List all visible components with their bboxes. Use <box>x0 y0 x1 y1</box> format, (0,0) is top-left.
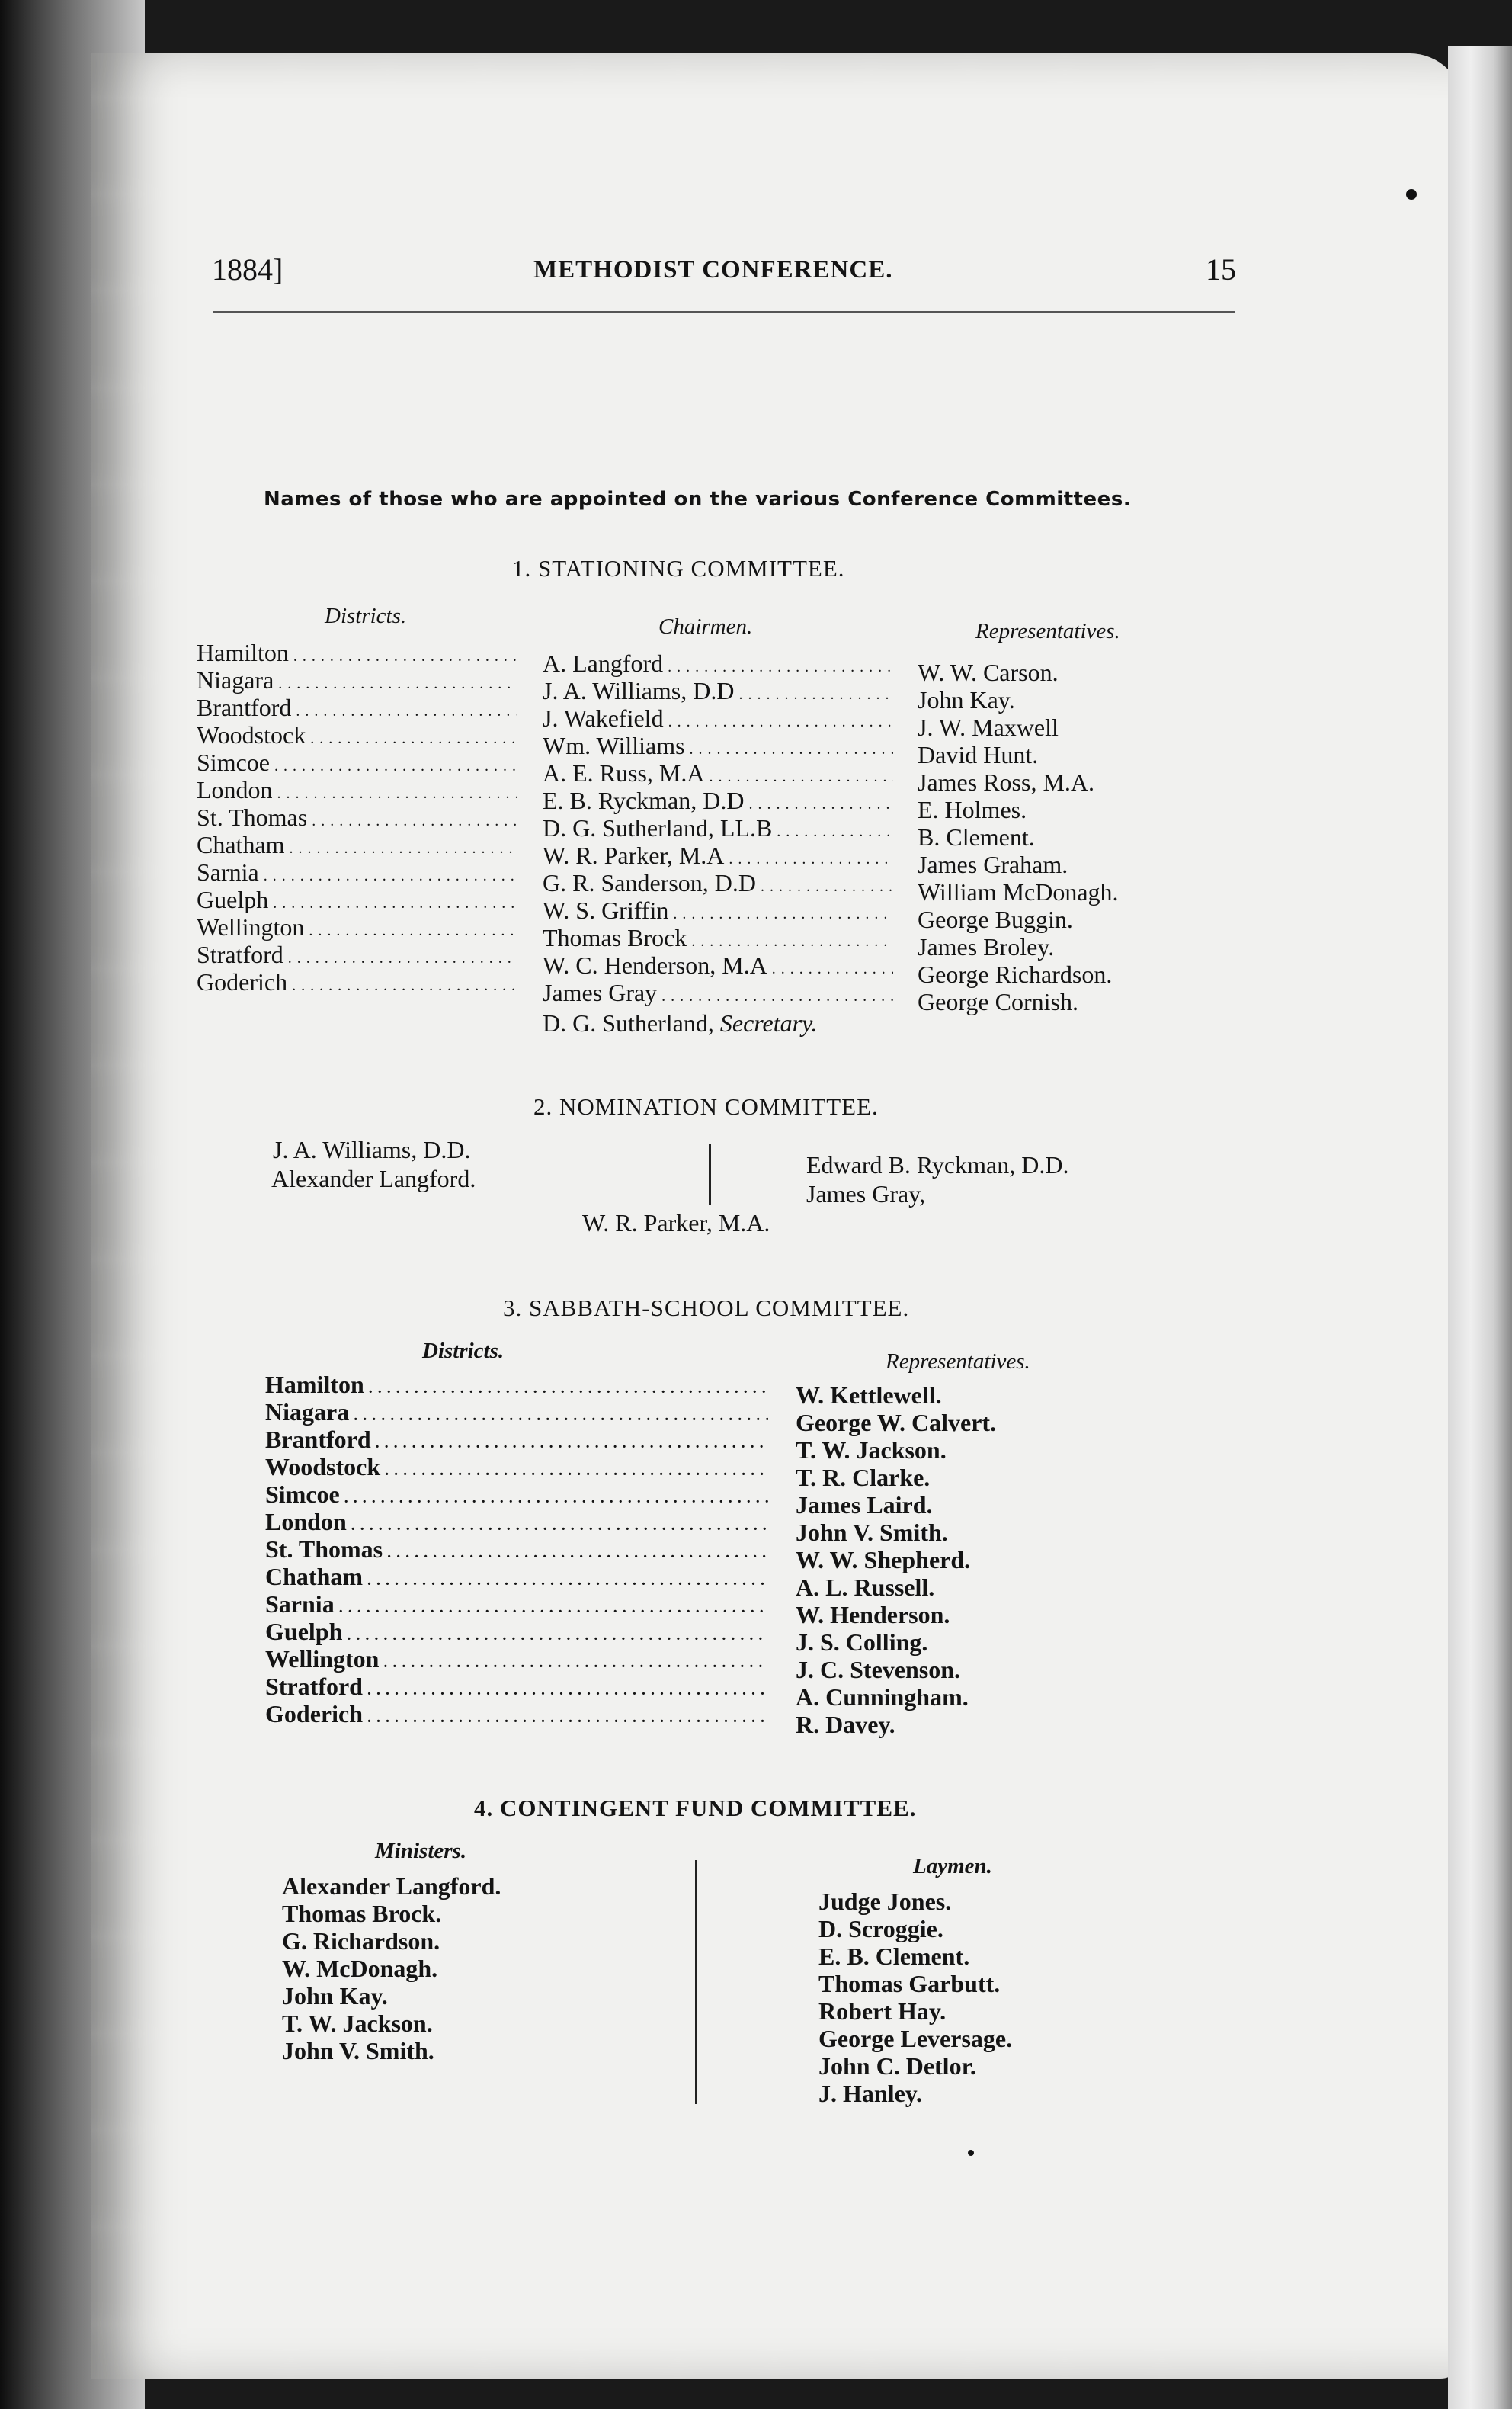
district-item: Goderich . . . <box>197 968 517 996</box>
header-title: METHODIST CONFERENCE. <box>533 256 893 284</box>
column-divider <box>695 1860 697 2104</box>
running-head <box>0 252 1512 297</box>
representative-item: E. Holmes. <box>918 796 1027 823</box>
district-item: St. Thomas . . . <box>265 1535 768 1563</box>
chairman-item: James Gray . . . <box>543 979 893 1006</box>
contingent-title <box>474 1795 916 1822</box>
contingent-title-text: CONTINGENT FUND COMMITTEE. <box>500 1795 917 1821</box>
laymen-heading: Laymen. <box>913 1854 992 1878</box>
district-item: Niagara . . . <box>197 666 517 694</box>
representative-item: J. C. Stevenson. <box>796 1656 961 1683</box>
representative-item: R. Davey. <box>796 1711 895 1738</box>
minister-item: John Kay. <box>282 1982 388 2010</box>
district-item: Hamilton . . . <box>197 639 517 666</box>
district-item: Guelph . . . <box>265 1618 768 1645</box>
district-item: Brantford . . . <box>265 1426 768 1453</box>
stationing-chairmen <box>543 650 893 1006</box>
representative-item: J. S. Colling. <box>796 1628 928 1656</box>
layman-item: E. B. Clement. <box>818 1942 970 1970</box>
representative-item: James Ross, M.A. <box>918 768 1095 796</box>
stationing-representatives <box>918 659 1222 1015</box>
stationing-chairmen-heading: Chairmen. <box>658 614 753 639</box>
district-item: London . . . <box>265 1508 768 1535</box>
sabbath-districts <box>265 1371 768 1727</box>
district-item: Chatham . . . <box>265 1563 768 1590</box>
representative-item: James Broley. <box>918 933 1055 961</box>
stationing-districts <box>197 639 517 996</box>
header-rule <box>213 311 1235 313</box>
ministers-heading: Ministers. <box>375 1839 467 1863</box>
district-item: St. Thomas . . . <box>197 804 517 831</box>
nomination-number: 2. <box>533 1093 553 1120</box>
district-item: Brantford . . . <box>197 694 517 721</box>
sabbath-districts-heading: Districts. <box>422 1339 505 1363</box>
nomination-member: James Gray, <box>806 1180 926 1208</box>
district-item: Simcoe . . . <box>197 749 517 776</box>
district-item: Guelph . . . <box>197 886 517 913</box>
district-item: Wellington . . . <box>197 913 517 941</box>
main-title: Names of those who are appointed on the various Conference Committees. <box>264 488 1132 511</box>
representative-item: George W. Calvert. <box>796 1409 997 1436</box>
chairman-item: W. C. Henderson, M.A . . . <box>543 951 893 979</box>
representative-item: W. W. Carson. <box>918 659 1059 686</box>
minister-item: G. Richardson. <box>282 1927 440 1955</box>
district-item: Sarnia . . . <box>265 1590 768 1618</box>
district-item: Stratford . . . <box>265 1673 768 1700</box>
chairman-item: J. Wakefield . . . <box>543 704 893 732</box>
district-item: London . . . <box>197 776 517 804</box>
representative-item: T. W. Jackson. <box>796 1436 947 1464</box>
stationing-reps-heading: Representatives. <box>975 619 1120 643</box>
nomination-member: Edward B. Ryckman, D.D. <box>806 1151 1069 1179</box>
district-item: Niagara . . . <box>265 1398 768 1426</box>
district-item: Simcoe . . . <box>265 1480 768 1508</box>
representative-item: A. L. Russell. <box>796 1573 935 1601</box>
district-item: Goderich . . . <box>265 1700 768 1727</box>
representative-item: W. W. Shepherd. <box>796 1546 971 1573</box>
district-item: Woodstock . . . <box>197 721 517 749</box>
stationing-title <box>512 555 845 582</box>
layman-item: George Leversage. <box>818 2025 1013 2052</box>
representative-item: George Richardson. <box>918 961 1113 988</box>
minister-item: Thomas Brock. <box>282 1900 442 1927</box>
layman-item: Thomas Garbutt. <box>818 1970 1001 1997</box>
minister-item: T. W. Jackson. <box>282 2010 433 2037</box>
district-item: Stratford . . . <box>197 941 517 968</box>
layman-item: D. Scroggie. <box>818 1915 943 1942</box>
representative-item: T. R. Clarke. <box>796 1464 931 1491</box>
page-number: 15 <box>1206 252 1236 287</box>
secretary-name: D. G. Sutherland, <box>543 1009 714 1037</box>
header-year: 1884] <box>212 252 284 287</box>
nomination-member: W. R. Parker, M.A. <box>582 1209 770 1237</box>
chairman-item: W. S. Griffin . . . <box>543 897 893 924</box>
representative-item: W. Kettlewell. <box>796 1381 942 1409</box>
contingent-number: 4. <box>474 1795 494 1821</box>
chairman-item: W. R. Parker, M.A . . . <box>543 842 893 869</box>
nomination-member: J. A. Williams, D.D. <box>273 1136 471 1163</box>
chairman-item: Thomas Brock . . . <box>543 924 893 951</box>
chairman-item: G. R. Sanderson, D.D . . . <box>543 869 893 897</box>
chairman-item: E. B. Ryckman, D.D . . . <box>543 787 893 814</box>
chairman-item: D. G. Sutherland, LL.B . . . <box>543 814 893 842</box>
layman-item: Judge Jones. <box>818 1888 952 1915</box>
representative-item: J. W. Maxwell <box>918 714 1059 741</box>
minister-item: W. McDonagh. <box>282 1955 438 1982</box>
sabbath-title <box>503 1294 909 1322</box>
district-item: Hamilton . . . <box>265 1371 768 1398</box>
sabbath-representatives <box>796 1381 1116 1738</box>
stationing-title-text: STATIONING COMMITTEE. <box>538 555 845 582</box>
layman-item: John C. Detlor. <box>818 2052 976 2080</box>
district-item: Woodstock . . . <box>265 1453 768 1480</box>
stationing-number: 1. <box>512 555 532 582</box>
chairman-item: J. A. Williams, D.D . . . <box>543 677 893 704</box>
representative-item: John V. Smith. <box>796 1519 948 1546</box>
stationing-secretary <box>543 1009 818 1038</box>
page-edge <box>1448 46 1512 2409</box>
chairman-item: A. E. Russ, M.A . . . <box>543 759 893 787</box>
ministers-list <box>282 1872 633 2064</box>
minister-item: John V. Smith. <box>282 2037 434 2064</box>
representative-item: George Buggin. <box>918 906 1073 933</box>
district-item: Wellington . . . <box>265 1645 768 1673</box>
sabbath-title-text: SABBATH-SCHOOL COMMITTEE. <box>529 1294 910 1321</box>
nomination-title <box>533 1093 879 1121</box>
layman-item: J. Hanley. <box>818 2080 923 2107</box>
sabbath-number: 3. <box>503 1294 523 1321</box>
representative-item: B. Clement. <box>918 823 1035 851</box>
nomination-title-text: NOMINATION COMMITTEE. <box>559 1093 879 1120</box>
representative-item: A. Cunningham. <box>796 1683 969 1711</box>
representative-item: John Kay. <box>918 686 1015 714</box>
chairman-item: A. Langford . . . <box>543 650 893 677</box>
representative-item: James Laird. <box>796 1491 933 1519</box>
secretary-label: Secretary. <box>719 1009 818 1037</box>
representative-item: David Hunt. <box>918 741 1039 768</box>
representative-item: William McDonagh. <box>918 878 1119 906</box>
district-item: Sarnia . . . <box>197 858 517 886</box>
representative-item: James Graham. <box>918 851 1068 878</box>
district-item: Chatham . . . <box>197 831 517 858</box>
ink-speck <box>1406 189 1417 200</box>
chairman-item: Wm. Williams . . . <box>543 732 893 759</box>
representative-item: George Cornish. <box>918 988 1078 1015</box>
layman-item: Robert Hay. <box>818 1997 947 2025</box>
stationing-districts-heading: Districts. <box>325 604 407 628</box>
sabbath-reps-heading: Representatives. <box>886 1349 1030 1374</box>
laymen-list <box>818 1888 1139 2107</box>
ink-speck <box>968 2150 974 2156</box>
minister-item: Alexander Langford. <box>282 1872 501 1900</box>
representative-item: W. Henderson. <box>796 1601 950 1628</box>
nomination-member: Alexander Langford. <box>271 1165 476 1192</box>
column-divider <box>709 1144 711 1204</box>
